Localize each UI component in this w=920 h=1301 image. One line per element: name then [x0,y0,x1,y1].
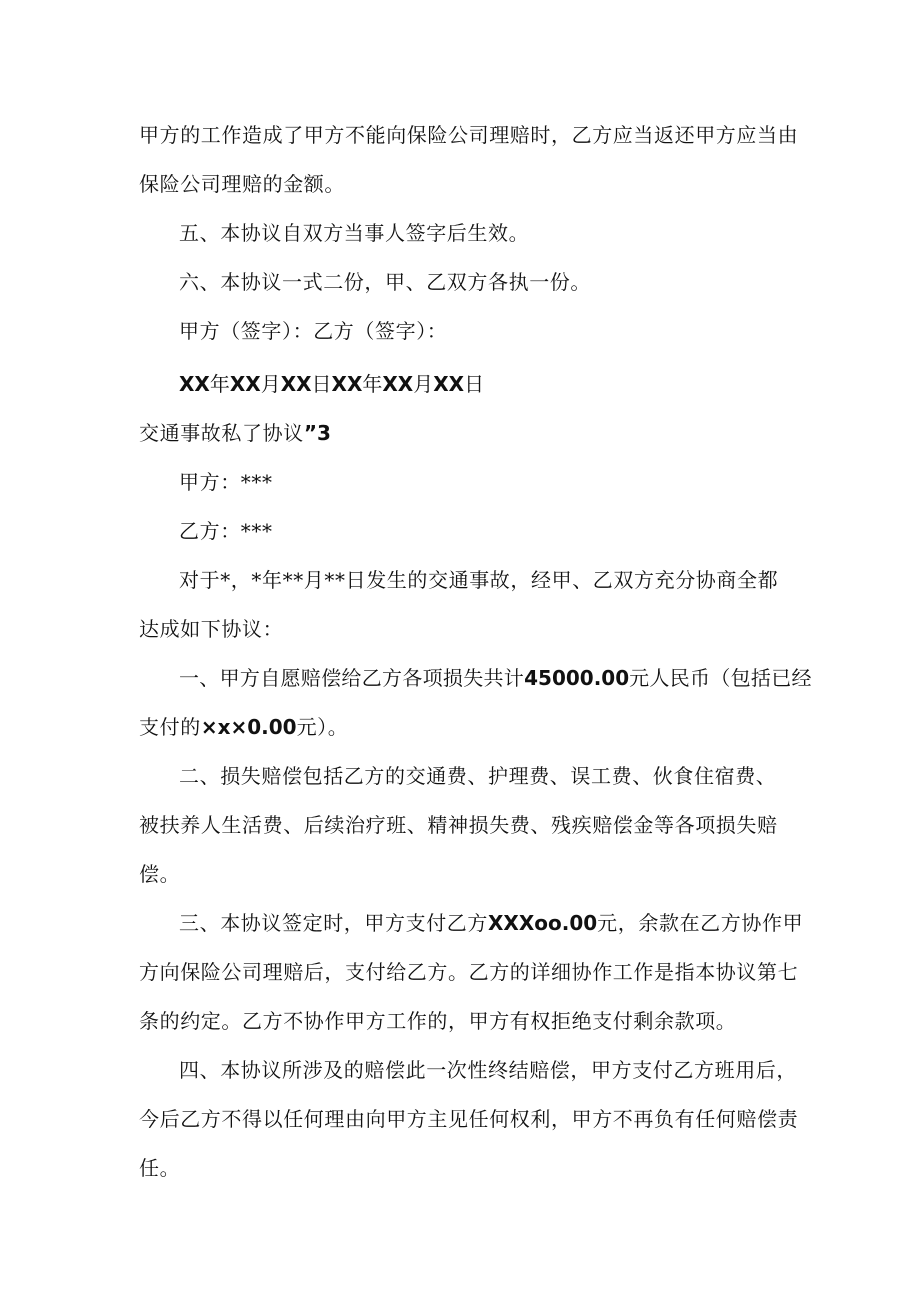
clause-three-line: 方向保险公司理赔后，支付给乙方。乙方的详细协作工作是指本协议第七 [139,960,799,984]
section-title-text: 交通事故私了协议 [139,421,304,445]
clause-five: 五、本协议自双方当事人签字后生效。 [179,221,530,245]
date-unit: 月 [260,372,281,396]
clause-two-line: 二、损失赔偿包括乙方的交通费、护理费、误工费、伙食住宿费、 [179,764,777,788]
party-a: 甲方：*** [179,470,273,494]
date-unit: 日 [464,372,485,396]
clause-two-line: 偿。 [139,862,181,886]
clause-text: 元人民币（包括已经 [629,666,812,690]
date-unit: 月 [413,372,434,396]
section-number: ”3 [303,421,331,445]
amount-total: 45000.00 [524,666,630,690]
amount-paid: ×x×0.00 [200,715,297,739]
clause-text: 一、甲方自愿赔偿给乙方各项损失共计 [179,666,525,690]
clause-three-line: 条的约定。乙方不协作甲方工作的，甲方有权拒绝支付剩余款项。 [139,1009,737,1033]
clause-four-line: 四、本协议所涉及的赔偿此一次性终结赔偿，甲方支付乙方班用后， [179,1058,797,1082]
paragraph-line: 保险公司理赔的金额。 [139,172,345,196]
amount-first-payment: XXXoo.00 [488,911,598,935]
preamble-line: 对于*，*年**月**日发生的交通事故，经甲、乙双方充分协商全都 [179,568,779,592]
signature-line: 甲方（签字）：乙方（签字）： [179,319,448,343]
clause-three-line [179,909,803,937]
date-placeholder: XX [433,372,465,396]
date-placeholder: XX [382,372,414,396]
party-b: 乙方：*** [179,519,273,543]
date-placeholder: XX [179,372,210,396]
date-unit: 日 [311,372,332,396]
date-line [179,370,484,398]
clause-text: 三、本协议签定时，甲方支付乙方 [179,911,488,935]
date-placeholder: XX [280,372,312,396]
date-unit: 年 [209,372,230,396]
clause-one-line [179,664,812,692]
clause-text: 支付的 [139,715,201,739]
clause-two-line: 被扶养人生活费、后续治疗班、精神损失费、残疾赔偿金等各项损失赔 [139,813,778,837]
date-unit: 年 [362,372,383,396]
paragraph-line: 甲方的工作造成了甲方不能向保险公司理赔时，乙方应当返还甲方应当由 [139,123,799,147]
section-title [139,419,331,447]
clause-four-line: 任。 [139,1156,181,1180]
preamble-line: 达成如下协议： [139,617,284,641]
date-placeholder: XX [229,372,261,396]
clause-text: 元，余款在乙方协作甲 [597,911,804,935]
clause-six: 六、本协议一式二份，甲、乙双方各执一份。 [179,270,591,294]
date-placeholder: XX [331,372,363,396]
clause-text: 元）。 [296,715,349,739]
clause-one-line [139,713,348,741]
clause-four-line: 今后乙方不得以任何理由向甲方主见任何权利，甲方不再负有任何赔偿责 [139,1107,799,1131]
